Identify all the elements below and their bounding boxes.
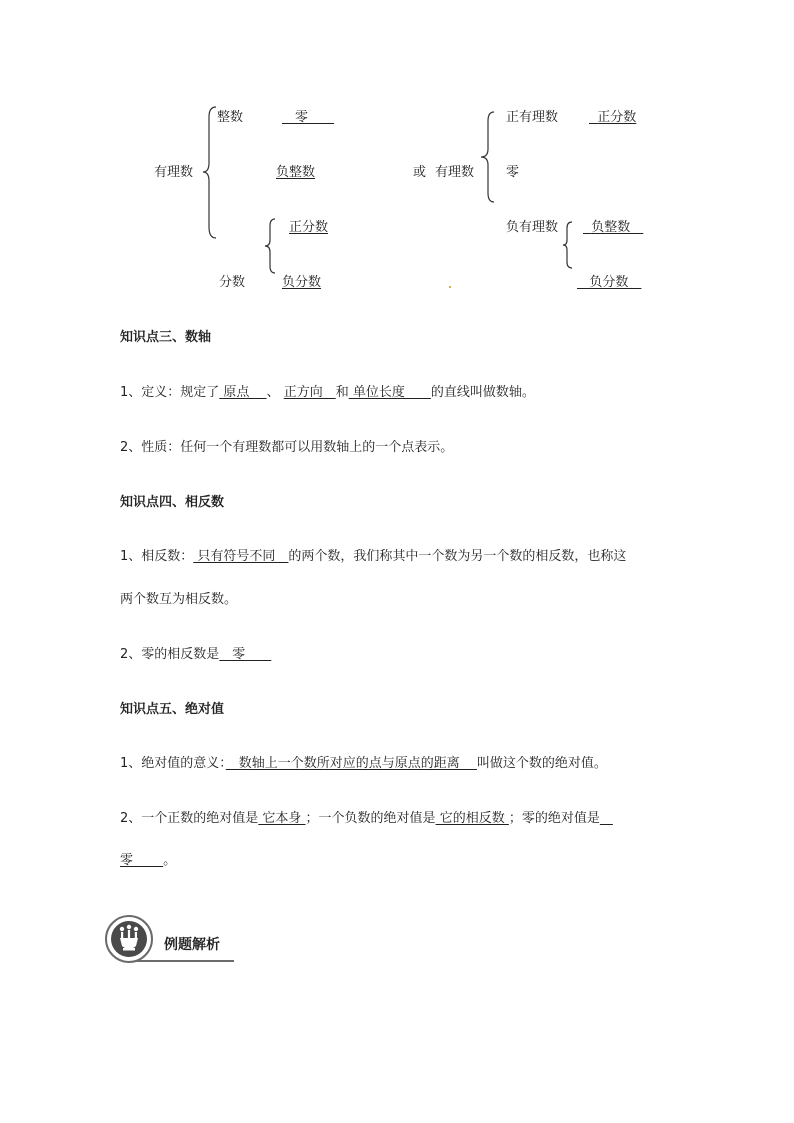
badge-circle — [105, 915, 153, 963]
negative-rational-brace — [561, 221, 575, 269]
rational-root-right: 有理数 — [435, 165, 475, 180]
section4-definition: 1、相反数： 只有符号不同 的两个数，我们称其中一个数为另一个数的相反数，也称这 — [120, 549, 627, 564]
section4-zero-opposite: 2、零的相反数是 零 — [120, 647, 272, 662]
fraction-label: 分数 — [219, 275, 246, 290]
negative-integer-answer: 负整数 — [276, 165, 316, 180]
section4-definition-line2: 两个数互为相反数。 — [120, 592, 238, 607]
section5-meaning: 1、绝对值的意义： 数轴上一个数所对应的点与原点的距离 叫做这个数的绝对值。 — [120, 756, 607, 771]
rational-root-left: 有理数 — [154, 165, 194, 180]
right-negative-integer-answer: 负整数 — [591, 220, 644, 235]
positive-fraction-answer: 正分数 — [289, 220, 329, 235]
positive-abs-answer: 它本身 — [258, 811, 306, 826]
integer-label: 整数 — [217, 110, 244, 125]
or-connector: 或 — [413, 165, 427, 180]
right-negative-fraction-answer: 负分数 — [589, 275, 642, 290]
section5-values-line2: 零 。 — [120, 853, 177, 868]
negative-fraction-answer: 负分数 — [282, 275, 322, 290]
section4-heading: 知识点四、相反数 — [120, 495, 225, 510]
negative-abs-answer: 它的相反数 — [435, 811, 509, 826]
right-brace — [479, 111, 497, 203]
integer-zero-answer: 零 — [282, 110, 335, 125]
direction-answer: 正方向 — [283, 385, 336, 400]
section5-heading: 知识点五、绝对值 — [120, 702, 225, 717]
section3-heading: 知识点三、数轴 — [120, 330, 212, 345]
zero-label: 零 — [506, 165, 520, 180]
absolute-meaning-answer: 数轴上一个数所对应的点与原点的距离 — [225, 756, 477, 771]
negative-rational-label: 负有理数 — [506, 220, 559, 235]
origin-answer: 原点 — [219, 385, 267, 400]
section3-property: 2、性质：任何一个有理数都可以用数轴上的一个点表示。 — [120, 440, 454, 455]
section3-definition: 1、定义：规定了 原点 、 正方向 和 单位长度 的直线叫做数轴。 — [120, 385, 535, 400]
zero-abs-blank-start — [600, 811, 613, 826]
fraction-brace — [263, 218, 277, 274]
crown-icon — [107, 917, 151, 961]
zero-abs-answer: 零 — [120, 853, 164, 868]
example-analysis-label: 例题解析 — [164, 937, 220, 953]
right-positive-fraction-answer: 正分数 — [597, 110, 637, 125]
zero-opposite-answer: 零 — [219, 647, 272, 662]
stray-dot — [449, 286, 451, 288]
section5-values: 2、一个正数的绝对值是 它本身 ；一个负数的绝对值是 它的相反数 ；零的绝对值是 — [120, 810, 613, 828]
unit-length-answer: 单位长度 — [348, 385, 431, 400]
positive-rational-label: 正有理数 — [506, 110, 559, 125]
opposite-answer: 只有符号不同 — [193, 549, 289, 564]
